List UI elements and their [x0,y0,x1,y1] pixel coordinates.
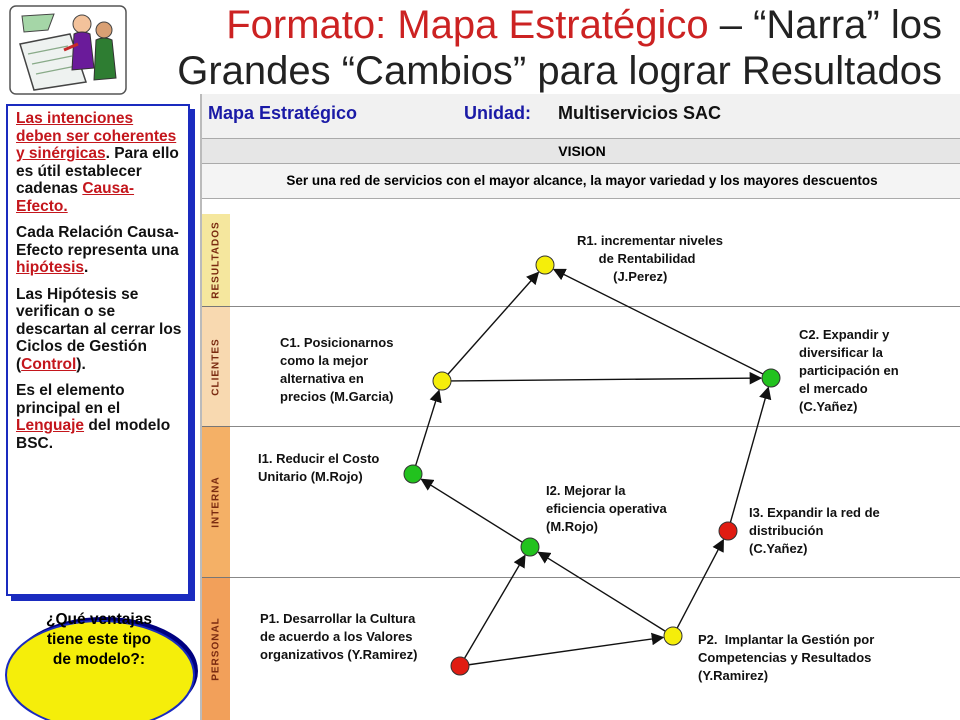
note-highlight-hypothesis: hipótesis [16,259,85,276]
note-text: . [84,259,89,276]
objective-i1: I1. Reducir el Costo Unitario (M.Rojo) [258,451,380,484]
link-c1-to-c2 [451,378,761,381]
band-label-people: PERSONAL [210,617,222,681]
question-bubble-text: ¿Qué ventajas tiene este tipo de modelo?: [46,611,152,668]
status-node-p2 [664,627,682,645]
note-paragraph-2 [16,224,182,277]
status-node-c1 [433,372,451,390]
link-i3-to-c2 [730,388,768,523]
causal-chain-note [6,104,190,596]
status-node-p1 [451,657,469,675]
vision-statement: Ser una red de servicios con el mayor alcance, la mayor variedad y los mayores descuentos [202,164,960,199]
objective-c2: C2. Expandir y diversificar la participación en el mercado (C.Yañez) [799,327,899,414]
objective-p1: P1. Desarrollar la Cultura de acuerdo a los Valores organizativos (Y.Ramirez) [260,611,418,662]
status-node-i3 [719,522,737,540]
note-highlight-cause-effect: Causa-Efecto. [16,180,135,215]
title-line1-rest: – “Narra” los [708,3,942,47]
note-highlight-coherence: Las intenciones deben ser coherentes y sinérgicas [16,110,177,162]
link-i2-to-i1 [421,479,522,542]
link-i1-to-c1 [416,391,439,466]
band-label-results: RESULTADOS [210,221,222,299]
note-text: Las Hipótesis se verifican o se descartan al cerrar los Ciclos de Gestión ( [16,285,182,373]
objective-i3: I3. Expandir la red de distribución (C.Yañez) [749,505,880,556]
status-node-i2 [521,538,539,556]
note-highlight-language: Lenguaje [16,417,85,434]
status-node-c2 [762,369,780,387]
note-text: Cada Relación Causa-Efecto representa una [16,224,179,259]
title-highlight: Formato: Mapa Estratégico [226,3,709,47]
note-paragraph-1 [16,110,182,215]
note-paragraph-4 [16,382,182,452]
slide-title [177,2,942,94]
band-label-internal: INTERNA [210,476,222,528]
band-label-customers: CLIENTES [210,337,222,396]
link-p2-to-i3 [677,540,723,628]
vision-label: VISION [202,138,960,164]
strategy-map [200,94,960,720]
note-text: ). [76,355,86,373]
note-text: del modelo BSC. [16,417,171,452]
objective-p2: P2. Implantar la Gestión por Competencias y Resultados (Y.Ramirez) [698,632,875,683]
unit-label: Unidad: [464,103,531,123]
link-p2-to-i2 [538,552,665,631]
note-text: . Para ello es útil establecer cadenas [16,145,179,197]
status-node-i1 [404,465,422,483]
map-title: Mapa Estratégico [208,103,358,123]
link-p1-to-i2 [465,556,525,659]
objective-r1: R1. incrementar niveles de Rentabilidad (J.Perez) [577,233,723,284]
objective-c1: C1. Posicionarnos como la mejor alternativa en precios (M.Garcia) [280,335,394,404]
note-text: Es el elemento principal en el [16,382,125,417]
planning-clipart-icon [8,4,128,96]
objective-i2: I2. Mejorar la eficiencia operativa (M.Rojo) [546,483,667,534]
link-c1-to-r1 [448,272,538,374]
title-line2: Grandes “Cambios” para lograr Resultados [177,49,942,93]
link-p1-to-p2 [469,637,663,664]
status-node-r1 [536,256,554,274]
note-paragraph-3 [16,286,182,374]
note-highlight-control: Control [21,355,77,373]
unit-value: Multiservicios SAC [558,103,722,123]
